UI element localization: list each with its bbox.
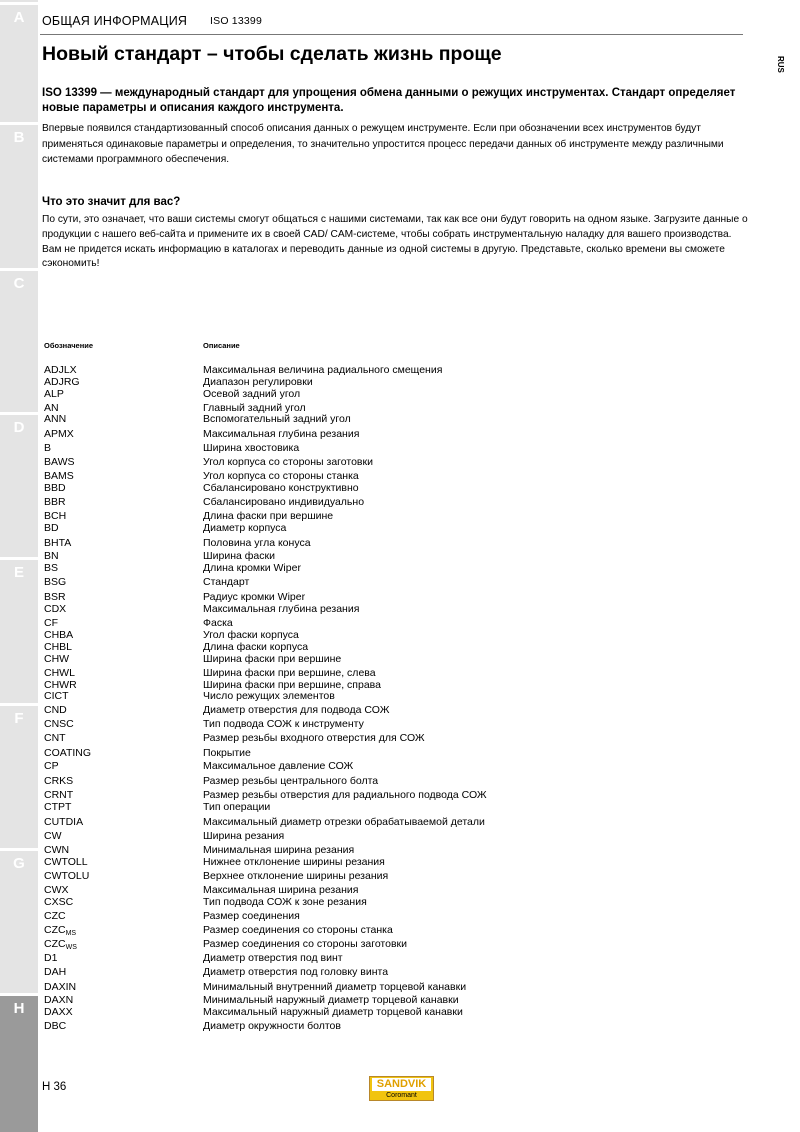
parameter-code: [44, 952, 57, 964]
parameter-description: Диаметр корпуса: [203, 522, 287, 534]
section-tab-c[interactable]: [0, 268, 38, 298]
parameter-description: Число режущих элементов: [203, 690, 335, 702]
parameter-description: Ширина резания: [203, 830, 285, 842]
parameter-code: [44, 550, 59, 562]
parameter-code-text: CWX: [44, 884, 69, 896]
parameter-description: Радиус кромки Wiper: [203, 591, 306, 603]
section-tab-e[interactable]: [0, 557, 38, 587]
parameter-code-text: CHBL: [44, 641, 73, 653]
parameter-description: Максимальный наружный диаметр торцевой канавки: [203, 1006, 463, 1018]
parameter-code: [44, 388, 64, 400]
parameter-code-text: DAH: [44, 966, 67, 978]
parameter-description: Размер соединения со стороны станка: [203, 924, 393, 936]
parameter-code-text: ALP: [44, 388, 64, 400]
parameter-code: [44, 690, 69, 702]
parameter-description: Нижнее отклонение ширины резания: [203, 856, 385, 868]
parameter-code-text: CXSC: [44, 896, 74, 908]
section-tab-d[interactable]: [0, 412, 38, 442]
parameter-code-text: ADJLX: [44, 364, 77, 376]
parameter-description: Длина кромки Wiper: [203, 562, 301, 574]
parameter-code-text: DAXX: [44, 1006, 73, 1018]
parameter-code-text: CRNT: [44, 789, 74, 801]
parameter-code: [44, 364, 77, 376]
parameter-description: Угол фаски корпуса: [203, 629, 299, 641]
parameter-code-subscript: WS: [65, 944, 77, 951]
parameter-code: [44, 856, 88, 868]
parameter-description: Угол корпуса со стороны заготовки: [203, 456, 373, 468]
parameter-code: [44, 510, 66, 522]
parameter-description: Размер резьбы входного отверстия для СОЖ: [203, 732, 425, 744]
parameter-description: Диапазон регулировки: [203, 376, 313, 388]
parameter-code-text: COATING: [44, 747, 92, 759]
parameter-description: Максимальная ширина резания: [203, 884, 359, 896]
section-tab-h[interactable]: [0, 993, 38, 1132]
parameter-code: [44, 442, 51, 454]
parameter-code: [44, 591, 66, 603]
parameter-description: Угол корпуса со стороны станка: [203, 470, 359, 482]
parameter-code-text: CWTOLL: [44, 856, 88, 868]
parameter-description: Размер соединения: [203, 910, 300, 922]
parameter-code: [44, 522, 59, 534]
parameter-code: [44, 844, 69, 856]
parameter-code-text: DAXN: [44, 994, 74, 1006]
logo-brand: SANDVIK: [372, 1078, 431, 1091]
parameter-code: [44, 789, 73, 801]
parameter-description: Диаметр окружности болтов: [203, 1020, 341, 1032]
parameter-code: [44, 617, 58, 629]
sandvik-logo: [369, 1076, 434, 1101]
section-tab-label: F: [14, 710, 24, 727]
parameter-code-text: AN: [44, 402, 59, 414]
parameter-description: Длина фаски корпуса: [203, 641, 309, 653]
parameter-description: Сбалансировано индивидуально: [203, 496, 365, 508]
parameter-code-text: BBR: [44, 496, 66, 508]
parameter-code-text: CND: [44, 704, 67, 716]
section-tab-label: B: [13, 129, 25, 146]
parameter-description: Покрытие: [203, 747, 251, 759]
parameter-code: [44, 1020, 66, 1032]
parameter-code: [44, 747, 91, 759]
parameter-code-text: BBD: [44, 482, 66, 494]
subheading: Что это значит для вас?: [42, 196, 181, 208]
parameter-code-text: BSG: [44, 576, 67, 588]
parameter-description: Длина фаски при вершине: [203, 510, 334, 522]
parameter-description: Тип подвода СОЖ к инструменту: [203, 718, 364, 730]
parameter-description: Ширина фаски: [203, 550, 275, 562]
language-label: RUS: [776, 56, 785, 73]
parameter-code-text: BHTA: [44, 537, 72, 549]
parameter-description: Верхнее отклонение ширины резания: [203, 870, 389, 882]
parameter-code: [44, 603, 66, 615]
parameter-code-text: BAMS: [44, 470, 74, 482]
parameter-description: Максимальный диаметр отрезки обрабатываемой детали: [203, 816, 485, 828]
parameter-code: [44, 376, 80, 388]
page-title: Новый стандарт – чтобы сделать жизнь проще: [42, 43, 502, 65]
section-title: ОБЩАЯ ИНФОРМАЦИЯ: [42, 14, 188, 28]
parameter-description: Максимальная величина радиального смещения: [203, 364, 443, 376]
parameter-code: [44, 870, 89, 882]
parameter-description: Половина угла конуса: [203, 537, 311, 549]
parameter-code-text: CWTOLU: [44, 870, 90, 882]
parameter-code-text: BN: [44, 550, 59, 562]
parameter-code-text: BCH: [44, 510, 67, 522]
header-divider: [40, 34, 743, 35]
parameter-description: Ширина фаски при вершине: [203, 653, 342, 665]
parameter-code: [44, 896, 73, 908]
parameter-description: Ширина фаски при вершине, слева: [203, 667, 376, 679]
parameter-code: [44, 562, 58, 574]
parameter-description: Размер резьбы центрального болта: [203, 775, 379, 787]
parameter-code: [44, 470, 74, 482]
parameter-code-text: ANN: [44, 413, 67, 425]
parameter-code-text: CTPT: [44, 801, 72, 813]
parameter-code: [44, 830, 62, 842]
logo-subbrand: Coromant: [386, 1092, 417, 1099]
parameter-code-text: CZC: [44, 910, 66, 922]
subsection-title: ISO 13399: [210, 15, 263, 27]
parameter-code-text: BAWS: [44, 456, 75, 468]
parameter-description: Тип операции: [203, 801, 271, 813]
section-tab-f[interactable]: [0, 703, 38, 733]
parameter-description: Сбалансировано конструктивно: [203, 482, 359, 494]
parameter-description: Минимальный внутренний диаметр торцевой канавки: [203, 981, 467, 993]
parameter-description: Главный задний угол: [203, 402, 306, 414]
parameter-code-text: CDX: [44, 603, 67, 615]
section-tab-label: G: [13, 855, 25, 872]
parameter-code-text: ADJRG: [44, 376, 80, 388]
parameter-code-text: CHBA: [44, 629, 74, 641]
parameter-code-text: CZC: [44, 924, 66, 936]
parameter-code-text: CHWL: [44, 667, 75, 679]
parameter-code-text: DBC: [44, 1020, 67, 1032]
section-tab-label: E: [13, 564, 24, 581]
parameter-code-text: CNSC: [44, 718, 74, 730]
parameter-code-text: APMX: [44, 428, 74, 440]
section-tab-label: H: [13, 1000, 25, 1017]
parameter-code: [44, 641, 72, 653]
column-header-code: Обозначение: [44, 341, 94, 350]
parameter-description: Минимальный наружный диаметр торцевой канавки: [203, 994, 459, 1006]
parameter-code: [44, 994, 73, 1006]
parameter-code: [44, 760, 59, 772]
parameter-code: [44, 1006, 73, 1018]
parameter-code: [44, 966, 66, 978]
parameter-description: Фаска: [203, 617, 233, 629]
parameter-code: [44, 482, 66, 494]
parameter-description: Размер соединения со стороны заготовки: [203, 938, 407, 950]
parameter-code: [44, 456, 75, 468]
parameter-code-text: BSR: [44, 591, 66, 603]
section-tab-b[interactable]: [0, 122, 38, 152]
parameter-code-text: CW: [44, 830, 62, 842]
section-tab-label: A: [13, 9, 25, 26]
parameter-description: Ширина хвостовика: [203, 442, 300, 454]
parameter-description: Максимальная глубина резания: [203, 428, 360, 440]
parameter-description: Диаметр отверстия для подвода СОЖ: [203, 704, 390, 716]
parameter-code-text: BS: [44, 562, 59, 574]
parameter-description: Минимальная ширина резания: [203, 844, 355, 856]
parameter-code-text: CHWR: [44, 679, 77, 691]
section-tab-a[interactable]: [0, 2, 38, 32]
parameter-code-text: CRKS: [44, 775, 74, 787]
parameter-description: Осевой задний угол: [203, 388, 301, 400]
column-header-description: Описание: [203, 341, 240, 350]
page-number: H 36: [42, 1081, 67, 1093]
parameter-code: [44, 732, 66, 744]
lead-paragraph: ISO 13399 — международный стандарт для упрощения обмена данными о режущих инструментах. Стандарт определяет новые параметры и описания каждого инструмента.: [42, 87, 736, 114]
parameter-description: Максимальная глубина резания: [203, 603, 360, 615]
parameter-code: [44, 801, 71, 813]
parameter-code: [44, 413, 66, 425]
parameter-code-text: DAXIN: [44, 981, 77, 993]
parameter-code: [44, 884, 69, 896]
parameter-description: Тип подвода СОЖ к зоне резания: [203, 896, 367, 908]
intro-paragraph: Впервые появился стандартизованный способ описания данных о режущем инструменте. Если при обозначении всех инструментов будут применяться одинаковые параметры и определения, то значительно упростится процесс передачи данных об инструменте между различными системами программного обеспечения.: [42, 123, 724, 165]
parameter-description: Вспомогательный задний угол: [203, 413, 351, 425]
parameter-code-subscript: MS: [65, 930, 77, 937]
parameter-code-text: D1: [44, 952, 58, 964]
parameter-code-text: CF: [44, 617, 58, 629]
parameter-code-text: CP: [44, 760, 59, 772]
parameter-description: Стандарт: [203, 576, 250, 588]
parameter-code: [44, 629, 73, 641]
parameter-code: [44, 718, 74, 730]
parameter-description: Ширина фаски при вершине, справа: [203, 679, 381, 691]
section-tab-label: D: [13, 419, 25, 436]
parameter-code: [44, 775, 73, 787]
parameter-code: [44, 704, 67, 716]
parameter-code: [44, 496, 66, 508]
parameter-code-text: CNT: [44, 732, 66, 744]
parameter-description: Максимальное давление СОЖ: [203, 760, 354, 772]
parameter-code-text: BD: [44, 522, 59, 534]
parameter-code: [44, 653, 69, 665]
parameter-description: Размер резьбы отверстия для радиального подвода СОЖ: [203, 789, 487, 801]
parameter-code: [44, 576, 66, 588]
section-tab-label: C: [13, 275, 25, 292]
parameter-description: Диаметр отверстия под головку винта: [203, 966, 389, 978]
parameter-code-text: CWN: [44, 844, 70, 856]
benefits-paragraph: По сути, это означает, что ваши системы смогут общаться с нашими системами, так как все они будут говорить на одном языке. Загрузите данные о продукции с нашего веб-сайта и примените их в своей CAD/ CAM-системе, чтобы собрать инструментальную наладку для вашего производства. Вам не придется искать информацию в каталогах и переводить данные из одной системы в другую. Представьте, сколько времени вы сможете сэкономить!: [42, 214, 748, 270]
section-tab-g[interactable]: [0, 848, 38, 878]
parameter-description: Диаметр отверстия под винт: [203, 952, 343, 964]
parameter-code: [44, 981, 76, 993]
parameter-code-text: CHW: [44, 653, 70, 665]
parameter-code: [44, 816, 83, 828]
parameter-code: [44, 537, 71, 549]
parameter-code: [44, 667, 75, 679]
parameter-code-text: CZC: [44, 938, 66, 950]
parameter-code-text: B: [44, 442, 52, 454]
parameter-code-text: CICT: [44, 690, 69, 702]
parameter-code: [44, 910, 66, 922]
parameter-code: [44, 428, 74, 440]
section-header: [42, 14, 263, 28]
parameter-code-text: CUTDIA: [44, 816, 84, 828]
